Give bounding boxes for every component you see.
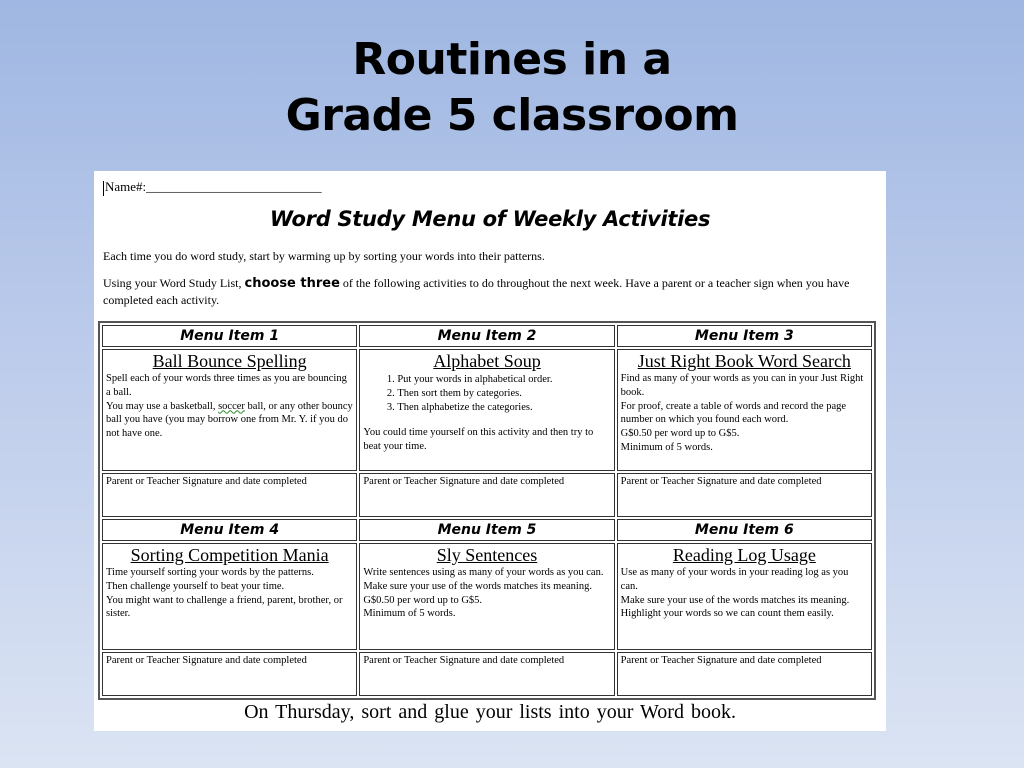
slide-title-line-1: Routines in a bbox=[352, 34, 672, 85]
spellcheck-word: soccer bbox=[218, 400, 245, 412]
signature-cell: Parent or Teacher Signature and date completed bbox=[102, 473, 357, 517]
menu-item-1-line: Spell each of your words three times as you are bouncing a ball. bbox=[106, 373, 347, 398]
menu-header-row-1 bbox=[102, 325, 872, 347]
menu-item-2-label: Menu Item 2 bbox=[359, 325, 614, 347]
menu-item-1-text: You may use a basketball, bbox=[106, 400, 219, 412]
menu-item-5-cell bbox=[359, 543, 614, 650]
menu-item-6-title: Reading Log Usage bbox=[672, 545, 816, 565]
menu-item-2-note: You could time yourself on this activity and then try to beat your time. bbox=[363, 427, 594, 453]
name-label: Name#:___________________________ bbox=[105, 179, 322, 194]
menu-item-3-line: Find as many of your words as you can in your Just Right book. bbox=[620, 373, 864, 398]
menu-item-4-line: You might want to challenge a friend, parent, brother, or sister. bbox=[106, 594, 343, 620]
menu-item-6-line: Make sure your use of the words matches its meaning. bbox=[620, 594, 850, 606]
menu-body-row-2 bbox=[102, 543, 872, 650]
signature-row-1 bbox=[102, 473, 872, 517]
menu-item-5-line: Minimum of 5 words. bbox=[363, 608, 456, 620]
menu-item-1-cell bbox=[102, 349, 357, 471]
signature-row-2 bbox=[102, 652, 872, 696]
word-study-document bbox=[94, 171, 886, 731]
intro-2-before: Using your Word Study List, bbox=[103, 276, 245, 290]
menu-item-3-cell bbox=[617, 349, 872, 471]
menu-header-row-2 bbox=[102, 519, 872, 541]
menu-item-6-line: Highlight your words so we can count them easily. bbox=[620, 608, 834, 620]
intro-paragraph-1: Each time you do word study, start by warming up by sorting your words into their patterns. bbox=[103, 249, 545, 263]
intro-2-bold: choose three bbox=[244, 276, 340, 291]
footer-instruction: On Thursday, sort and glue your lists into your Word book. bbox=[244, 701, 736, 723]
menu-item-5-line: Make sure your use of the words matches its meaning. G$0.50 per word up to G$5. bbox=[363, 580, 592, 606]
menu-item-5-label: Menu Item 5 bbox=[359, 519, 614, 541]
signature-cell: Parent or Teacher Signature and date completed bbox=[617, 473, 872, 517]
menu-item-4-title: Sorting Competition Mania bbox=[130, 545, 329, 565]
slide-title-line-2: Grade 5 classroom bbox=[285, 90, 739, 141]
menu-item-3-line: Minimum of 5 words. bbox=[620, 441, 713, 453]
menu-item-3-label: Menu Item 3 bbox=[617, 325, 872, 347]
menu-item-4-label: Menu Item 4 bbox=[102, 519, 357, 541]
text-cursor bbox=[103, 181, 104, 196]
menu-item-1-text: ball, or any other bouncy ball you have (you may borrow one from Mr. Y. if you do not have one. bbox=[106, 400, 353, 440]
menu-body-row-1 bbox=[102, 349, 872, 471]
menu-item-2-title: Alphabet Soup bbox=[433, 351, 541, 371]
menu-item-5-title: Sly Sentences bbox=[436, 545, 538, 565]
document-heading: Word Study Menu of Weekly Activities bbox=[269, 207, 711, 231]
menu-item-3-line: For proof, create a table of words and record the page number on which you found each word. bbox=[620, 400, 847, 426]
menu-item-4-line: Time yourself sorting your words by the patterns. bbox=[106, 567, 314, 578]
menu-item-6-line: Use as many of your words in your reading log as you can. bbox=[620, 567, 849, 592]
intro-2-after: of the following activities to do throughout the next week. Have a parent or a teacher sign when you have completed each activity. bbox=[103, 276, 850, 307]
signature-cell: Parent or Teacher Signature and date completed bbox=[359, 473, 614, 517]
signature-cell: Parent or Teacher Signature and date completed bbox=[102, 652, 357, 696]
menu-item-1-title: Ball Bounce Spelling bbox=[152, 351, 307, 371]
name-field bbox=[103, 179, 322, 196]
intro-paragraph-2 bbox=[103, 275, 875, 309]
menu-item-2-cell bbox=[359, 349, 614, 471]
step-item: 2. Then sort them by categories. bbox=[397, 387, 610, 401]
menu-item-5-line: Write sentences using as many of your words as you can. bbox=[363, 567, 604, 578]
menu-item-4-cell bbox=[102, 543, 357, 650]
signature-cell: Parent or Teacher Signature and date completed bbox=[617, 652, 872, 696]
menu-item-6-label: Menu Item 6 bbox=[617, 519, 872, 541]
menu-item-3-title: Just Right Book Word Search bbox=[637, 351, 851, 371]
menu-item-6-cell bbox=[617, 543, 872, 650]
menu-item-1-line bbox=[106, 400, 353, 441]
menu-item-1-label: Menu Item 1 bbox=[102, 325, 357, 347]
menu-item-4-line: Then challenge yourself to beat your time. bbox=[106, 580, 285, 592]
menu-item-3-line: G$0.50 per word up to G$5. bbox=[620, 428, 740, 440]
activity-menu-table bbox=[98, 321, 876, 700]
signature-cell: Parent or Teacher Signature and date completed bbox=[359, 652, 614, 696]
menu-item-2-steps bbox=[363, 373, 610, 414]
slide-title bbox=[0, 32, 1024, 144]
step-item: 1. Put your words in alphabetical order. bbox=[397, 373, 610, 387]
step-item: 3. Then alphabetize the categories. bbox=[397, 401, 610, 415]
